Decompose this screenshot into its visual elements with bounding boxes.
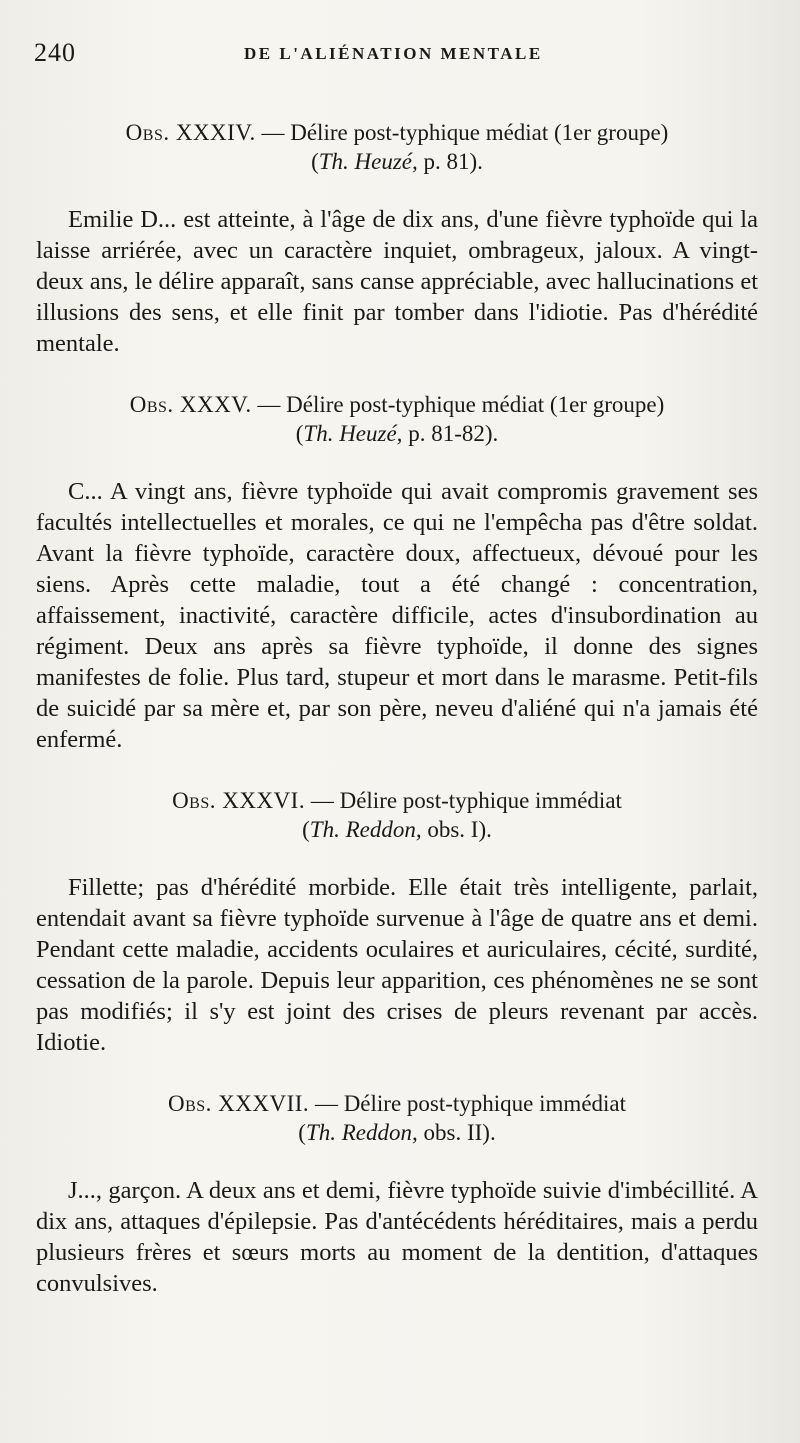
observation-title: — Délire post-typhique immédiat [314, 1091, 627, 1116]
observation-source-ref: obs. II). [423, 1120, 496, 1145]
running-title: DE L'ALIÉNATION MENTALE [244, 44, 543, 63]
observation-source-author: Th. Reddon, [305, 1120, 418, 1145]
observation-heading: Obs. XXXV. — Délire post-typhique médiat (1er groupe) (Th. Heuzé, p. 81-82). [129, 392, 665, 446]
observation-source-author: Th. Heuzé, [318, 149, 418, 174]
observation-label: Obs. XXXVI. [172, 788, 306, 813]
page-number: 240 [34, 38, 76, 67]
observation-label: Obs. XXXV. [129, 392, 252, 417]
observation-text: J..., garçon. A deux ans et demi, fièvre typhoïde suivie d'imbécillité. A dix ans, attaques d'épilepsie. Pas d'antécédents héréditaires, mais a perdu plusieurs frères et sœurs morts au moment de la dentition, d'attaques convulsives. [36, 1177, 758, 1297]
observation-title: — Délire post-typhique médiat (1er groupe) [261, 120, 669, 145]
page-content [36, 118, 758, 1299]
observation-heading: Obs. XXXVII. — Délire post-typhique immédiat (Th. Reddon, obs. II). [167, 1091, 627, 1145]
observation-title: — Délire post-typhique médiat (1er groupe) [257, 392, 665, 417]
observation-title: — Délire post-typhique immédiat [310, 788, 622, 813]
observation-source-author: Th. Heuzé, [303, 421, 403, 446]
observation-text: C... A vingt ans, fièvre typhoïde qui avait compromis gravement ses facultés intellectuelles et morales, ce qui ne l'empêcha pas d'être soldat. Avant la fièvre typhoïde, caractère doux, affectueux, dévoué pour les siens. Après cette maladie, tout a été changé : concentration, affaissement, inactivité, caractère difficile, actes d'insubordination au régiment. Deux ans après sa fièvre typhoïde, il donne des signes manifestes de folie. Plus tard, stupeur et mort dans le marasme. Petit-fils de suicidé par sa mère et, par son père, neveu d'aliéné qui n'a jamais été enfermé. [36, 478, 758, 753]
observation-source-ref: p. 81-82). [408, 421, 499, 446]
observation-source-author: Th. Reddon, [309, 817, 422, 842]
observation-heading: Obs. XXXVI. — Délire post-typhique immédiat (Th. Reddon, obs. I). [172, 788, 622, 842]
page-header [34, 38, 774, 68]
observation-source-ref: p. 81). [423, 149, 483, 174]
observation-text: Fillette; pas d'hérédité morbide. Elle était très intelligente, parlait, entendait avant sa fièvre typhoïde survenue à l'âge de quatre ans et demi. Pendant cette maladie, accidents oculaires et auriculaires, cécité, surdité, cessation de la parole. Depuis leur apparition, ces phénomènes ne se sont pas modifiés; il s'y est joint des crises de pleurs revenant par accès. Idiotie. [36, 874, 758, 1056]
observation-label: Obs. XXXIV. [125, 120, 256, 145]
observation-text: Emilie D... est atteinte, à l'âge de dix ans, d'une fièvre typhoïde qui la laisse arriérée, avec un caractère inquiet, ombrageux, jaloux. A vingt-deux ans, le délire apparaît, sans canse appréciable, avec hallucinations et illusions des sens, et elle finit par tomber dans l'idiotie. Pas d'hérédité mentale. [36, 206, 758, 357]
observation-source-ref: obs. I). [427, 817, 492, 842]
observation-label: Obs. XXXVII. [167, 1091, 310, 1116]
observation-heading: Obs. XXXIV. — Délire post-typhique médiat (1er groupe) (Th. Heuzé, p. 81). [125, 120, 669, 174]
